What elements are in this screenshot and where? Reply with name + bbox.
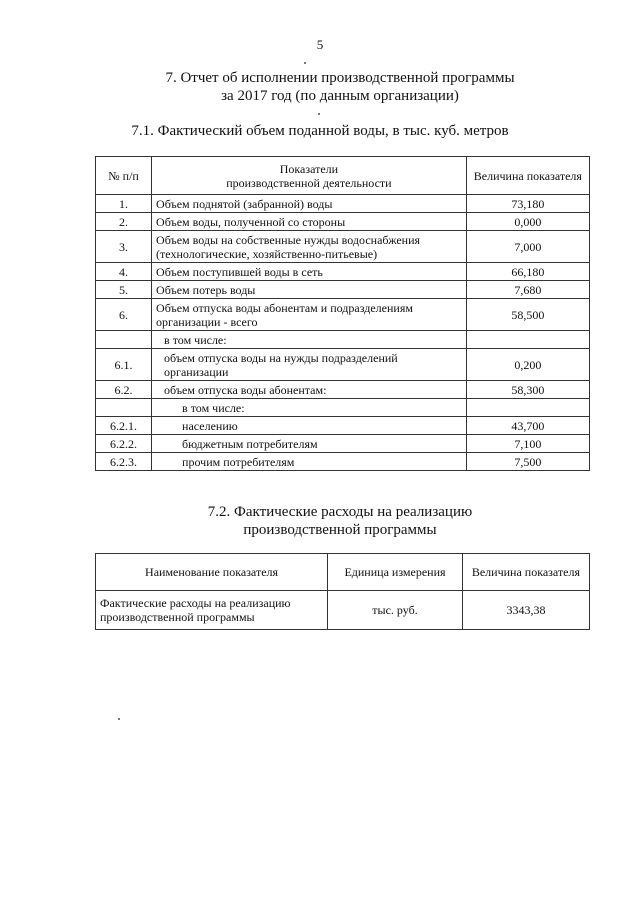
water-volume-table [95, 156, 590, 471]
row-indicator: Объем воды, полученной со стороны [152, 213, 467, 231]
row-number: 6.1. [96, 349, 152, 381]
row-number: 2. [96, 213, 152, 231]
section-7-title-line2: за 2017 год (по данным организации) [221, 88, 459, 104]
page-number: 5 [316, 37, 324, 52]
row-number: 6.2.2. [96, 435, 152, 453]
table-row [96, 331, 590, 349]
scan-speck [118, 718, 120, 720]
row-number: 1. [96, 195, 152, 213]
row-indicator: в том числе: [152, 399, 467, 417]
header-indicator-name: Наименование показателя [96, 554, 328, 591]
row-value: 7,000 [466, 231, 589, 263]
row-indicator: объем отпуска воды на нужды подразделений организации [152, 349, 467, 381]
table-row [96, 591, 590, 630]
header-unit: Единица измерения [328, 554, 463, 591]
table-row [96, 213, 590, 231]
header-no: № п/п [96, 157, 152, 195]
row-indicator: Объем поднятой (забранной) воды [152, 195, 467, 213]
row-indicator: Объем потерь воды [152, 281, 467, 299]
row-number: 5. [96, 281, 152, 299]
expenses-table [95, 553, 590, 630]
table-row [96, 281, 590, 299]
table-row [96, 417, 590, 435]
row-value [466, 399, 589, 417]
row-number: 3. [96, 231, 152, 263]
row-indicator: бюджетным потребителям [152, 435, 467, 453]
header-indicators-line1: Показатели [279, 161, 339, 176]
table-row [96, 349, 590, 381]
row-number: 4. [96, 263, 152, 281]
row-indicator: Фактические расходы на реализацию производственной программы [96, 591, 328, 630]
section-7-2-title-line1: 7.2. Фактические расходы на реализацию [207, 504, 473, 520]
row-indicator: Объем воды на собственные нужды водоснабжения (технологические, хозяйственно-питьевые) [152, 231, 467, 263]
section-7-title [40, 69, 640, 105]
scan-speck [318, 113, 320, 115]
row-value: 7,680 [466, 281, 589, 299]
row-number: 6.2.3. [96, 453, 152, 471]
row-number: 6.2.1. [96, 417, 152, 435]
table-row [96, 263, 590, 281]
row-indicator: Объем отпуска воды абонентам и подразделениям организации - всего [152, 299, 467, 331]
row-value: 58,500 [466, 299, 589, 331]
row-indicator: объем отпуска воды абонентам: [152, 381, 467, 399]
section-7-2-title-line2: производственной программы [243, 522, 437, 538]
table-row [96, 299, 590, 331]
row-value: 0,000 [466, 213, 589, 231]
row-indicator: прочим потребителям [152, 453, 467, 471]
row-value: 73,180 [466, 195, 589, 213]
row-unit: тыс. руб. [328, 591, 463, 630]
row-number: 6. [96, 299, 152, 331]
header-indicators [152, 157, 467, 195]
scan-speck [304, 62, 306, 64]
row-value: 0,200 [466, 349, 589, 381]
row-indicator: Объем поступившей воды в сеть [152, 263, 467, 281]
row-value: 58,300 [466, 381, 589, 399]
table-row [96, 231, 590, 263]
row-indicator: населению [152, 417, 467, 435]
row-number: 6.2. [96, 381, 152, 399]
row-value [466, 331, 589, 349]
table-row [96, 453, 590, 471]
section-7-1-title: 7.1. Фактический объем поданной воды, в тыс. куб. метров [131, 123, 509, 139]
header-indicators-line2: производственной деятельности [226, 175, 392, 190]
row-value: 7,500 [466, 453, 589, 471]
table-row [96, 381, 590, 399]
row-value: 43,700 [466, 417, 589, 435]
row-number [96, 399, 152, 417]
header-value: Величина показателя [466, 157, 589, 195]
table-row [96, 435, 590, 453]
row-number [96, 331, 152, 349]
table-row [96, 399, 590, 417]
section-7-title-line1: 7. Отчет об исполнении производственной программы [165, 70, 515, 86]
table-row [96, 195, 590, 213]
row-indicator: в том числе: [152, 331, 467, 349]
section-7-2-title [40, 503, 640, 539]
header-value: Величина показателя [462, 554, 589, 591]
row-value: 66,180 [466, 263, 589, 281]
row-value: 7,100 [466, 435, 589, 453]
row-value: 3343,38 [462, 591, 589, 630]
